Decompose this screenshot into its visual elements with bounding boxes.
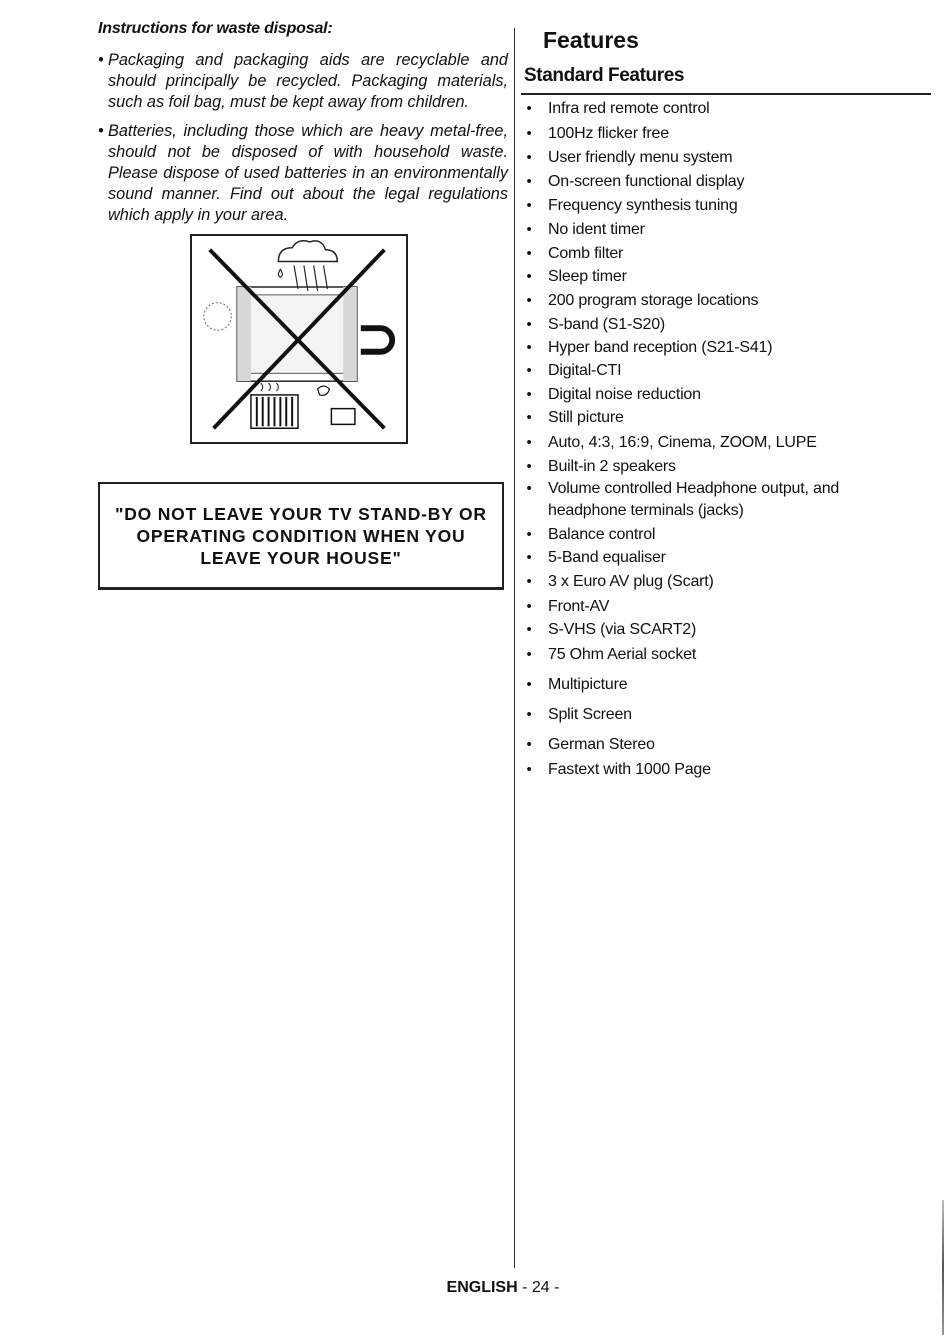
- bullet-icon: •: [526, 339, 532, 356]
- bullet-icon: •: [526, 386, 532, 403]
- bullet-icon: •: [526, 245, 532, 262]
- bullet-icon: •: [526, 100, 532, 117]
- feature-text: Multipicture: [548, 676, 628, 693]
- bullet-icon: •: [526, 549, 532, 566]
- feature-text: Digital noise reduction: [548, 386, 701, 403]
- footer-language: ENGLISH: [446, 1279, 518, 1296]
- feature-text: Frequency synthesis tuning: [548, 197, 738, 214]
- bullet-icon: •: [526, 458, 532, 475]
- page-number: - 24 -: [517, 1279, 560, 1296]
- packaging-instruction: [98, 50, 508, 113]
- bullet-icon: •: [526, 197, 532, 214]
- bullet-icon: •: [526, 409, 532, 426]
- features-title: Features: [543, 27, 639, 53]
- bullet-icon: •: [526, 316, 532, 333]
- feature-text: Front-AV: [548, 598, 610, 615]
- bullet-icon: •: [98, 51, 104, 69]
- bullet-icon: •: [526, 362, 532, 379]
- feature-text: 200 program storage locations: [548, 292, 759, 309]
- bullet-icon: •: [526, 125, 532, 142]
- packaging-instruction-text: Packaging and packaging aids are recyclable and should principally be recycled. Packaging materials, such as foil bag, must be kept away from children.: [108, 51, 508, 111]
- feature-text: User friendly menu system: [548, 149, 733, 166]
- bullet-icon: •: [526, 736, 532, 753]
- bullet-icon: •: [526, 676, 532, 693]
- bullet-icon: •: [526, 149, 532, 166]
- bullet-icon: •: [526, 221, 532, 238]
- feature-text: Split Screen: [548, 706, 632, 723]
- feature-text: Built-in 2 speakers: [548, 458, 676, 475]
- standby-warning-text: "DO NOT LEAVE YOUR TV STAND-BY OR OPERATING CONDITION WHEN YOU LEAVE YOUR HOUSE": [115, 503, 487, 568]
- bullet-icon: •: [526, 573, 532, 590]
- feature-text: No ident timer: [548, 221, 645, 238]
- feature-text: Balance control: [548, 526, 656, 543]
- standby-warning-box: [98, 482, 504, 590]
- feature-text: On-screen functional display: [548, 173, 745, 190]
- crossed-tv-hazards-icon: [192, 236, 406, 442]
- feature-text: Sleep timer: [548, 268, 627, 285]
- battery-instruction: [98, 121, 508, 226]
- battery-instruction-text: Batteries, including those which are heavy metal-free, should not be disposed of with household waste. Please dispose of used batteries in an environmentally sound manner. Find out about the legal regulations which apply in your area.: [108, 122, 508, 224]
- feature-text: S-band (S1-S20): [548, 316, 666, 333]
- bullet-icon: •: [526, 526, 532, 543]
- bullet-icon: •: [98, 122, 104, 140]
- bullet-icon: •: [526, 761, 532, 778]
- feature-text: Comb filter: [548, 245, 624, 262]
- feature-text: Volume controlled Headphone output, and headphone terminals (jacks): [548, 480, 840, 519]
- bullet-icon: •: [526, 480, 532, 497]
- heading-rule: [521, 93, 931, 95]
- bullet-icon: •: [526, 434, 532, 451]
- feature-text: Auto, 4:3, 16:9, Cinema, ZOOM, LUPE: [548, 434, 817, 451]
- feature-text: Hyper band reception (S21-S41): [548, 339, 773, 356]
- feature-text: German Stereo: [548, 736, 655, 753]
- bullet-icon: •: [526, 292, 532, 309]
- feature-text: Still picture: [548, 409, 624, 426]
- feature-text: 75 Ohm Aerial socket: [548, 646, 697, 663]
- feature-text: Fastext with 1000 Page: [548, 761, 711, 778]
- no-disposal-illustration: [190, 234, 408, 444]
- feature-text: 5-Band equaliser: [548, 549, 666, 566]
- bullet-icon: •: [526, 598, 532, 615]
- bullet-icon: •: [526, 621, 532, 638]
- feature-text: S-VHS (via SCART2): [548, 621, 697, 638]
- scan-edge-mark: [942, 1200, 944, 1335]
- feature-text: Digital-CTI: [548, 362, 622, 379]
- bullet-icon: •: [526, 646, 532, 663]
- feature-text: 100Hz flicker free: [548, 125, 669, 142]
- waste-disposal-heading: Instructions for waste disposal:: [98, 20, 333, 37]
- feature-text: Infra red remote control: [548, 100, 710, 117]
- standard-features-heading: Standard Features: [524, 65, 685, 86]
- feature-text: 3 x Euro AV plug (Scart): [548, 573, 714, 590]
- page-footer: [0, 1279, 950, 1297]
- bullet-icon: •: [526, 706, 532, 723]
- column-divider: [514, 28, 515, 1268]
- bullet-icon: •: [526, 173, 532, 190]
- bullet-icon: •: [526, 268, 532, 285]
